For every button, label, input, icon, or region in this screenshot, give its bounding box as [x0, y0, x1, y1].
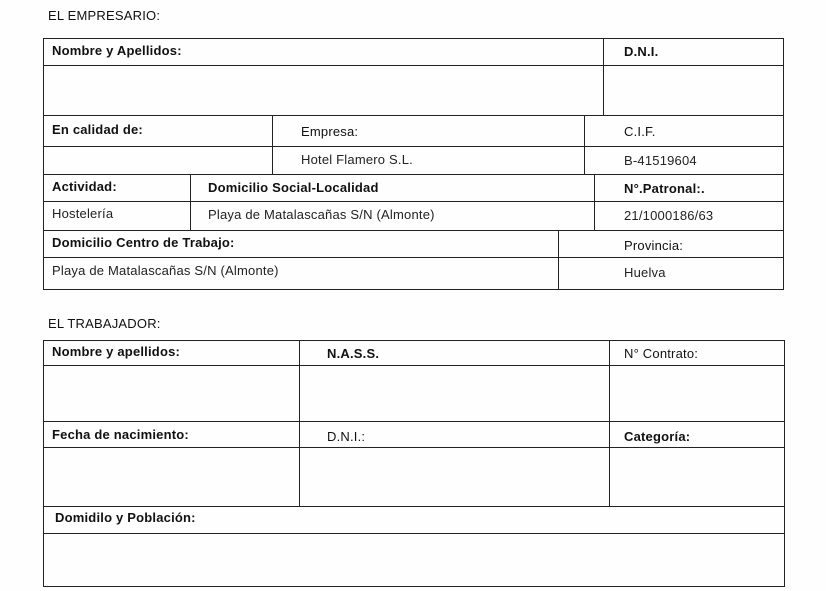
contrato-field[interactable]	[610, 366, 784, 421]
divider	[190, 174, 191, 231]
divider	[43, 201, 784, 202]
actividad-value: Hostelería	[52, 206, 114, 221]
trabajador-border-top	[43, 340, 785, 341]
trabajador-border-bottom	[43, 586, 785, 587]
divider	[558, 230, 559, 290]
patronal-value: 21/1000186/63	[624, 208, 714, 223]
contrato-label: N° Contrato:	[624, 346, 699, 361]
divider	[272, 115, 273, 175]
empresario-border-right	[783, 38, 784, 290]
centro-trabajo-value: Playa de Matalascañas S/N (Almonte)	[52, 263, 279, 278]
provincia-value: Huelva	[624, 265, 666, 280]
divider	[43, 174, 784, 175]
categoria-label: Categoría:	[624, 429, 691, 444]
nass-label: N.A.S.S.	[327, 346, 380, 361]
cif-label: C.I.F.	[624, 124, 656, 139]
empresa-label: Empresa:	[301, 124, 359, 139]
nass-field[interactable]	[300, 366, 609, 421]
divider	[594, 174, 595, 231]
empresario-border-bottom	[43, 289, 784, 290]
nacimiento-label: Fecha de nacimiento:	[52, 427, 189, 442]
cif-value: B-41519604	[624, 153, 697, 168]
empresario-nombre-label: Nombre y Apellidos:	[52, 43, 182, 58]
domicilio-poblacion-label: Domidilo y Población:	[55, 510, 196, 525]
divider	[43, 257, 784, 258]
calidad-field[interactable]	[44, 147, 272, 174]
trabajador-nombre-field[interactable]	[44, 366, 299, 421]
divider	[43, 421, 785, 422]
trabajador-border-right	[784, 340, 785, 587]
divider	[584, 115, 585, 175]
trabajador-section-title: EL TRABAJADOR:	[48, 316, 161, 331]
empresario-dni-field[interactable]	[604, 66, 783, 115]
centro-trabajo-label: Domicilio Centro de Trabajo:	[52, 235, 235, 250]
provincia-label: Provincia:	[624, 238, 684, 253]
trabajador-dni-field[interactable]	[300, 448, 609, 506]
domicilio-poblacion-field[interactable]	[44, 534, 784, 586]
divider	[43, 115, 784, 116]
actividad-label: Actividad:	[52, 179, 117, 194]
trabajador-dni-label: D.N.I.:	[327, 429, 366, 444]
patronal-label: N°.Patronal:.	[624, 181, 705, 196]
empresario-section-title: EL EMPRESARIO:	[48, 8, 161, 23]
divider	[43, 230, 784, 231]
divider	[43, 506, 785, 507]
empresa-value: Hotel Flamero S.L.	[301, 152, 413, 167]
categoria-field[interactable]	[610, 448, 784, 506]
domicilio-social-label: Domicilio Social-Localidad	[208, 180, 379, 195]
calidad-label: En calidad de:	[52, 122, 143, 137]
empresario-dni-label: D.N.I.	[624, 44, 659, 59]
empresario-nombre-field[interactable]	[44, 66, 603, 115]
trabajador-nombre-label: Nombre y apellidos:	[52, 344, 181, 359]
nacimiento-field[interactable]	[44, 448, 299, 506]
empresario-border-top	[43, 38, 784, 39]
domicilio-social-value: Playa de Matalascañas S/N (Almonte)	[208, 207, 435, 222]
